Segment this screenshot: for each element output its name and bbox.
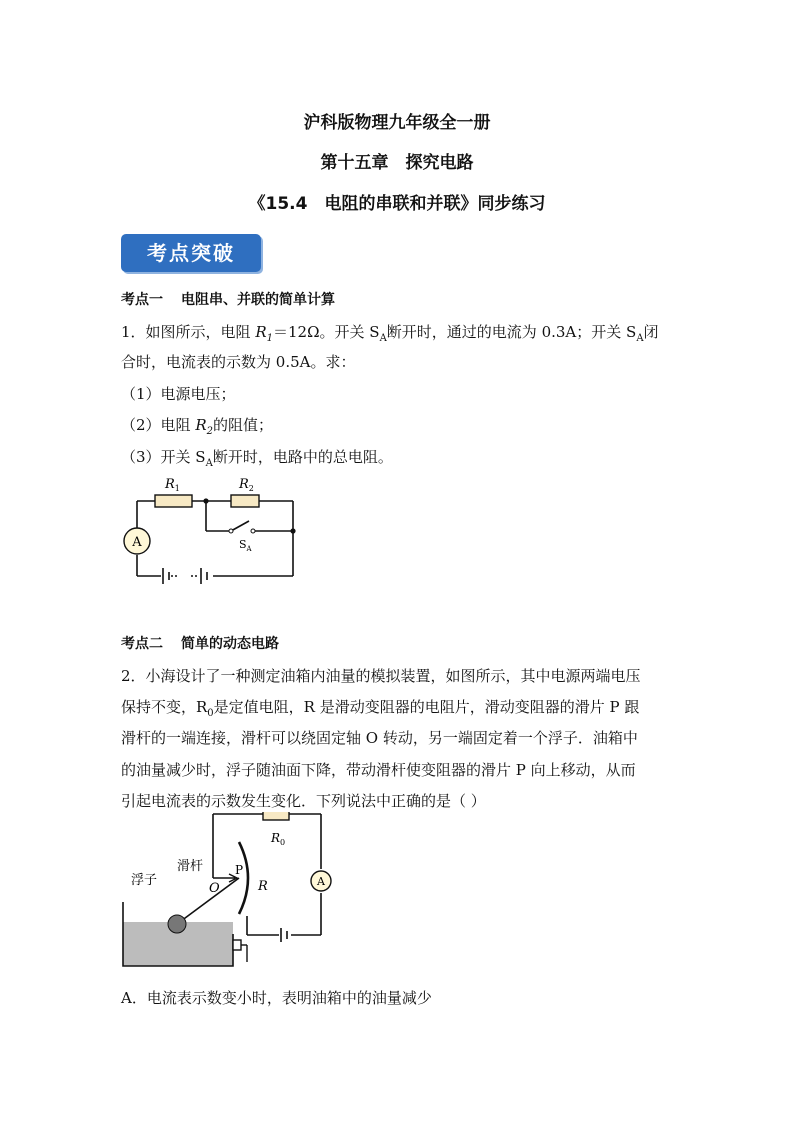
resistor-r0 — [263, 812, 289, 820]
r0-label: $R_0$ — [271, 831, 286, 847]
heading-number: 考点一 — [121, 292, 163, 308]
resistor-r1 — [155, 495, 192, 507]
q1-line1: 1．如图所示，电阻 $R_1=12\Omega$。开关 $S_A$断开时，通过的电流为 0.3A；开关 $S_A$闭 — [121, 323, 659, 344]
q2-line3: 滑杆的一端连接，滑杆可以绕固定轴 O 转动，另一端固定着一个浮子．油箱中 — [121, 729, 638, 747]
q1-line5: （3）开关 $S_A$断开时，电路中的总电阻。 — [121, 448, 393, 469]
q1-line3: （1）电源电压； — [121, 385, 236, 403]
switch-contact — [251, 529, 255, 533]
float-label: 浮子 — [131, 873, 158, 888]
q1-line4: （2）电阻 $R_2$的阻值； — [121, 416, 273, 437]
resistor-r2 — [231, 495, 259, 507]
slider-label: P — [235, 863, 244, 877]
banner-label: 考点突破 — [147, 241, 235, 265]
heading-number: 考点二 — [121, 636, 163, 652]
battery-icon — [281, 928, 287, 942]
q2-line1: 2．小海设计了一种测定油箱内油量的模拟装置，如图所示，其中电源两端电压 — [121, 667, 641, 685]
ammeter-label: A — [317, 875, 325, 888]
r1-label: $R_1$ — [165, 477, 180, 493]
option-a: A．电流表示数变小时，表明油箱中的油量减少 — [121, 989, 432, 1007]
junction-dot — [203, 498, 208, 503]
heading-text: 简单的动态电路 — [181, 636, 279, 652]
float-ball — [168, 915, 186, 933]
q2-line5: 引起电流表的示数发生变化．下列说法中正确的是（ ） — [121, 792, 486, 810]
r2-label: $R_2$ — [239, 477, 254, 493]
junction-dot — [290, 528, 295, 533]
resistor-label: R — [258, 879, 268, 894]
drain-tap-icon — [233, 940, 247, 962]
doc-title: 沪科版物理九年级全一册 — [303, 113, 491, 133]
q1-line2: 合时，电流表的示数为 0.5A。求： — [121, 353, 356, 371]
lesson-title: 《15.4 电阻的串联和并联》同步练习 — [248, 194, 546, 214]
switch-label: $S_A$ — [239, 538, 252, 553]
switch-contact — [229, 529, 233, 533]
heading-text: 电阻串、并联的简单计算 — [181, 292, 335, 308]
q2-line4: 的油量减少时，浮子随油面下降，带动滑杆使变阻器的滑片 P 向上移动，从而 — [121, 761, 636, 779]
circuit-diagram-1 — [115, 468, 315, 593]
section-banner — [121, 234, 261, 272]
section1-heading — [121, 289, 335, 309]
rod-label: 滑杆 — [177, 859, 204, 874]
circuit-diagram-2 — [115, 812, 345, 972]
section2-heading — [121, 633, 279, 653]
pivot-label: O — [209, 881, 220, 896]
chapter-title: 第十五章 探究电路 — [320, 153, 474, 173]
ammeter-label: A — [132, 535, 142, 550]
q2-line2: 保持不变，$R_0$是定值电阻，R 是滑动变阻器的电阻片，滑动变阻器的滑片 P 跟 — [121, 698, 640, 719]
battery-icon — [163, 568, 207, 584]
